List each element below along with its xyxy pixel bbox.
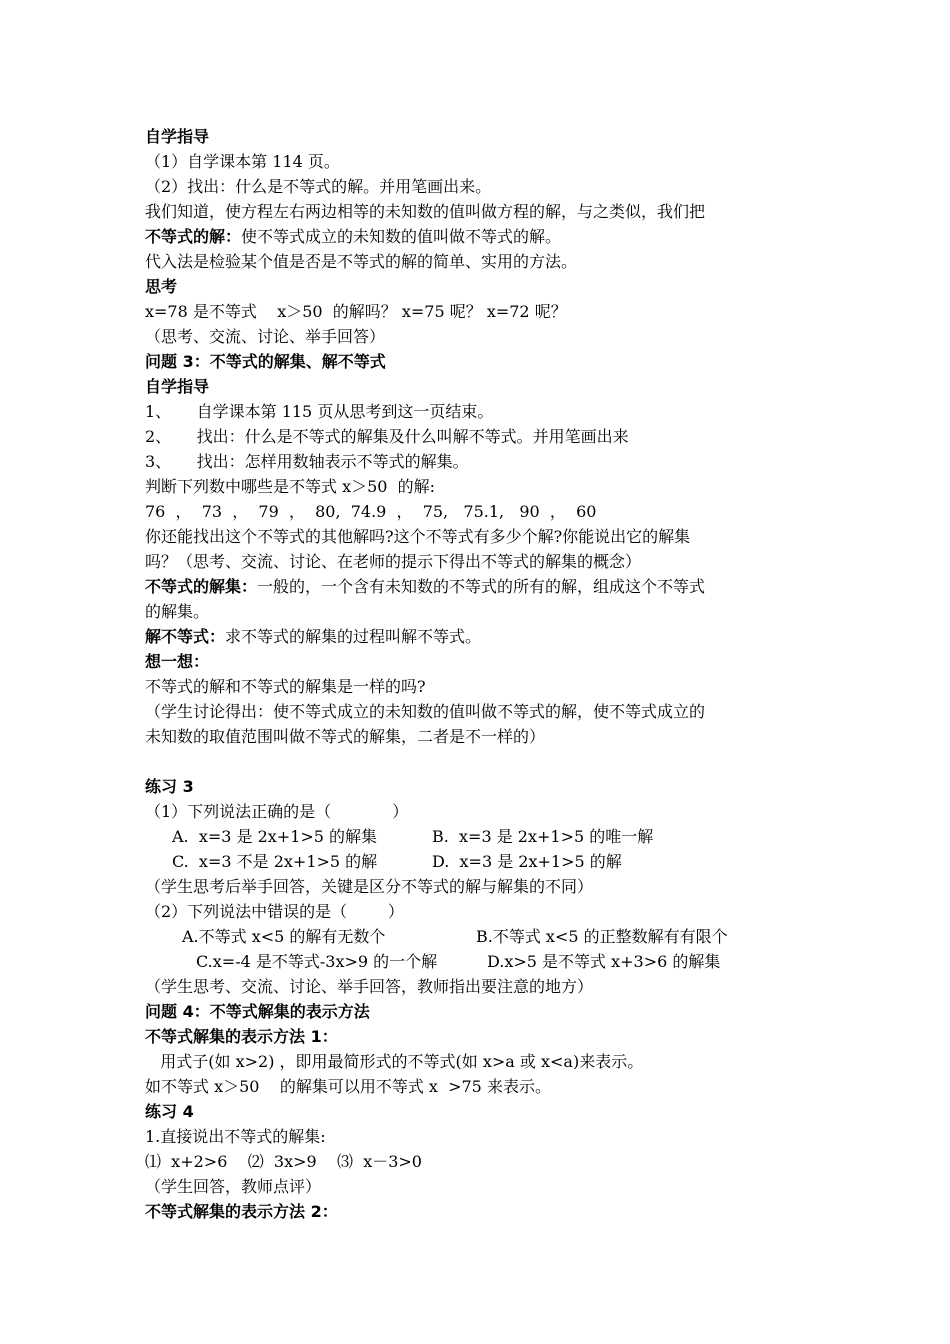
heading-think: 思考	[145, 277, 178, 296]
heading-method-2: 不等式解集的表示方法 2：	[145, 1202, 338, 1221]
number-list: 76 ， 73 ， 79 ， 80, 74.9 ， 75, 75.1, 90 ， 60	[145, 502, 597, 521]
definition-term: 不等式的解集：	[145, 577, 258, 596]
definition-text: 使不等式成立的未知数的值叫做不等式的解。	[241, 227, 562, 246]
text-line: （学生思考后举手回答，关键是区分不等式的解与解集的不同）	[145, 877, 594, 896]
text-line: 你还能找出这个不等式的其他解吗?这个不等式有多少个解?你能说出它的解集	[145, 527, 691, 546]
text-line: （1）自学课本第 114 页。	[145, 152, 340, 171]
option-b: B. x=3 是 2x+1>5 的唯一解	[432, 827, 654, 846]
text-line: x=78 是不等式 x＞50 的解吗？ x=75 呢？ x=72 呢？	[145, 302, 567, 321]
option-b: B.不等式 x<5 的正整数解有有限个	[476, 927, 728, 946]
heading-method-1: 不等式解集的表示方法 1：	[145, 1027, 338, 1046]
text-line: （思考、交流、讨论、举手回答）	[145, 327, 386, 346]
question-stem: （1）下列说法正确的是（ ）	[145, 802, 409, 821]
heading-exercise-4: 练习 4	[145, 1102, 194, 1121]
heading-question-3: 问题 3：不等式的解集、解不等式	[145, 352, 386, 371]
definition-term: 不等式的解：	[145, 227, 242, 246]
heading-question-4: 问题 4：不等式解集的表示方法	[145, 1002, 370, 1021]
text-line: 的解集。	[145, 602, 210, 621]
text-line: 如不等式 x＞50 的解集可以用不等式 x >75 来表示。	[145, 1077, 551, 1096]
definition-text: 求不等式的解集的过程叫解不等式。	[225, 627, 482, 646]
definition-line	[145, 625, 481, 649]
text-line: （学生思考、交流、讨论、举手回答，教师指出要注意的地方）	[145, 977, 594, 996]
option-c: C.x=-4 是不等式-3x>9 的一个解	[196, 952, 438, 971]
text-line: 我们知道，使方程左右两边相等的未知数的值叫做方程的解，与之类似，我们把	[145, 202, 706, 221]
text-line: 用式子(如 x>2) ，即用最简形式的不等式(如 x>a 或 x<a)来表示。	[145, 1052, 644, 1071]
option-d: D. x=3 是 2x+1>5 的解	[432, 852, 622, 871]
heading-exercise-3: 练习 3	[145, 777, 194, 796]
text-line: （学生讨论得出：使不等式成立的未知数的值叫做不等式的解，使不等式成立的	[145, 702, 706, 721]
definition-term: 解不等式：	[145, 627, 226, 646]
text-line: ⑴ x+2>6 ⑵ 3x>9 ⑶ x－3>0	[145, 1152, 422, 1171]
text-line: （学生回答，教师点评）	[145, 1177, 322, 1196]
text-line: 代入法是检验某个值是否是不等式的解的简单、实用的方法。	[145, 252, 578, 271]
text-line: （2）找出：什么是不等式的解。并用笔画出来。	[145, 177, 492, 196]
option-a: A.不等式 x<5 的解有无数个	[182, 927, 386, 946]
option-c: C. x=3 不是 2x+1>5 的解	[172, 852, 378, 871]
definition-line	[145, 225, 561, 249]
text-line: 吗？（思考、交流、讨论、在老师的提示下得出不等式的解集的概念）	[145, 552, 642, 571]
list-item: 2、 找出：什么是不等式的解集及什么叫解不等式。并用笔画出来	[145, 427, 629, 446]
text-line: 判断下列数中哪些是不等式 x＞50 的解:	[145, 477, 436, 496]
heading-self-study-guide: 自学指导	[145, 127, 210, 146]
option-a: A. x=3 是 2x+1>5 的解集	[172, 827, 378, 846]
question-stem: （2）下列说法中错误的是（ ）	[145, 902, 404, 921]
text-line: 1.直接说出不等式的解集:	[145, 1127, 326, 1146]
text-line: 未知数的取值范围叫做不等式的解集，二者是不一样的）	[145, 727, 546, 746]
option-d: D.x>5 是不等式 x+3>6 的解集	[487, 952, 721, 971]
text-line: 不等式的解和不等式的解集是一样的吗?	[145, 677, 426, 696]
definition-text: 一般的，一个含有未知数的不等式的所有的解，组成这个不等式	[257, 577, 706, 596]
list-item: 1、 自学课本第 115 页从思考到这一页结束。	[145, 402, 494, 421]
heading-self-study-guide: 自学指导	[145, 377, 210, 396]
heading-think-about-it: 想一想：	[145, 652, 210, 671]
definition-line	[145, 575, 705, 599]
list-item: 3、 找出：怎样用数轴表示不等式的解集。	[145, 452, 469, 471]
